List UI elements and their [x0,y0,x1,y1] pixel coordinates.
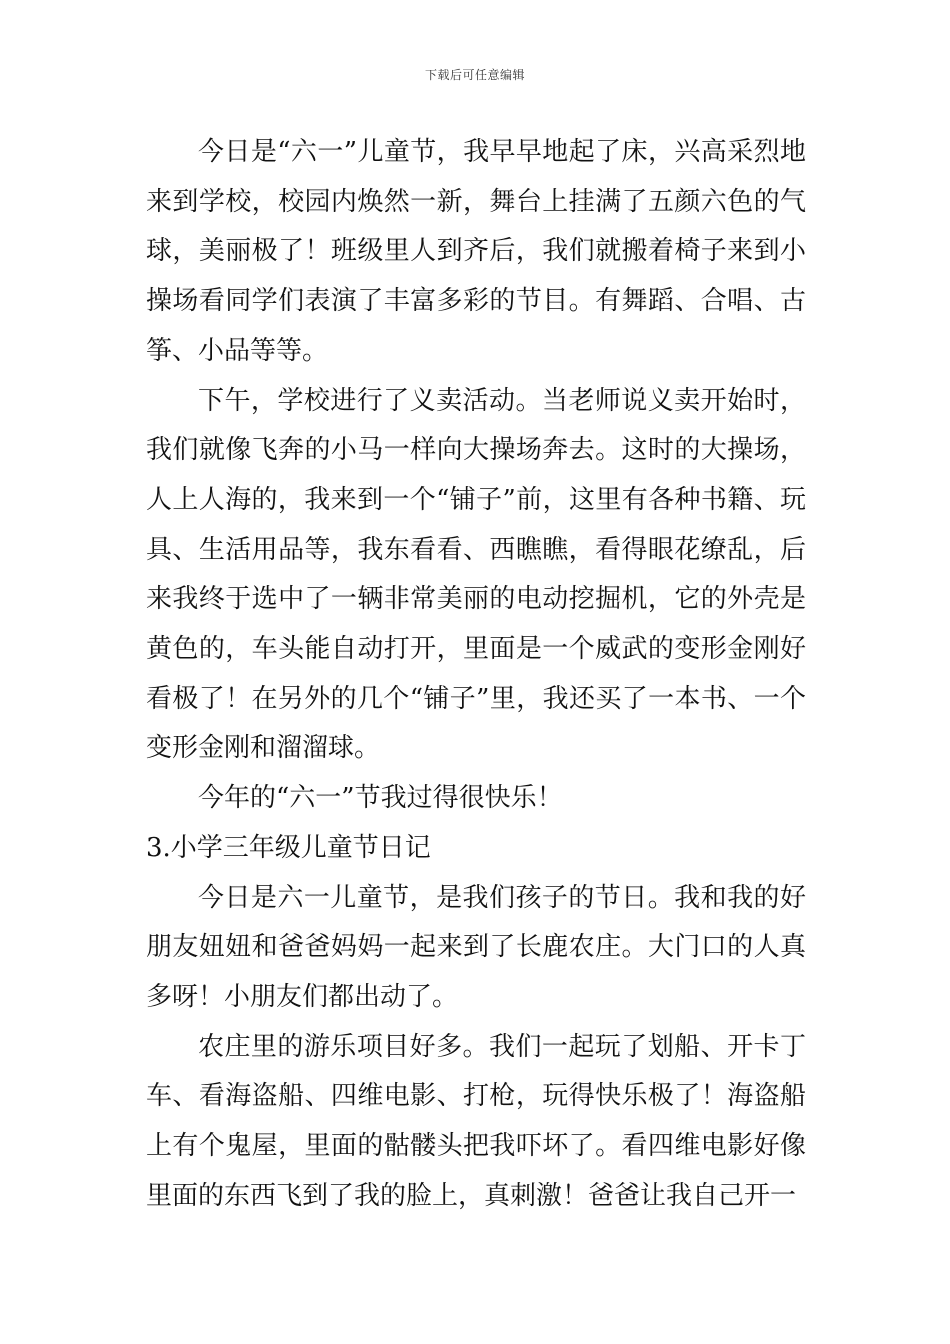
paragraph-2: 下午，学校进行了义卖活动。当老师说义卖开始时，我们就像飞奔的小马一样向大操场奔去。这时的大操场，人上人海的，我来到一个“铺子”前，这里有各种书籍、玩具、生活用品等，我东看看、西瞧瞧，看得眼花缭乱，后来我终于选中了一辆非常美丽的电动挖掘机，它的外壳是黄色的，车头能自动打开，里面是一个威武的变形金刚好看极了！在另外的几个“铺子”里，我还买了一本书、一个变形金刚和溜溜球。 [146,385,806,764]
document-body [146,128,806,1221]
paragraph-4: 今日是六一儿童节，是我们孩子的节日。我和我的好朋友妞妞和爸爸妈妈一起来到了长鹿农庄。大门口的人真多呀！小朋友们都出动了。 [146,882,806,1012]
paragraph-1: 今日是“六一”儿童节，我早早地起了床，兴高采烈地来到学校，校园内焕然一新，舞台上挂满了五颜六色的气球，美丽极了！班级里人到齐后，我们就搬着椅子来到小操场看同学们表演了丰富多彩的节目。有舞蹈、合唱、古筝、小品等等。 [146,137,806,366]
paragraph-5: 农庄里的游乐项目好多。我们一起玩了划船、开卡丁车、看海盗船、四维电影、打枪，玩得快乐极了！海盗船上有个鬼屋，里面的骷髅头把我吓坏了。看四维电影好像里面的东西飞到了我的脸上，真刺激！爸爸让我自己开一 [146,1031,806,1211]
paragraph-3: 今年的“六一”节我过得很快乐！ [198,783,563,814]
header-note: 下载后可任意编辑 [424,68,525,82]
section-heading: 3.小学三年级儿童节日记 [146,832,431,863]
